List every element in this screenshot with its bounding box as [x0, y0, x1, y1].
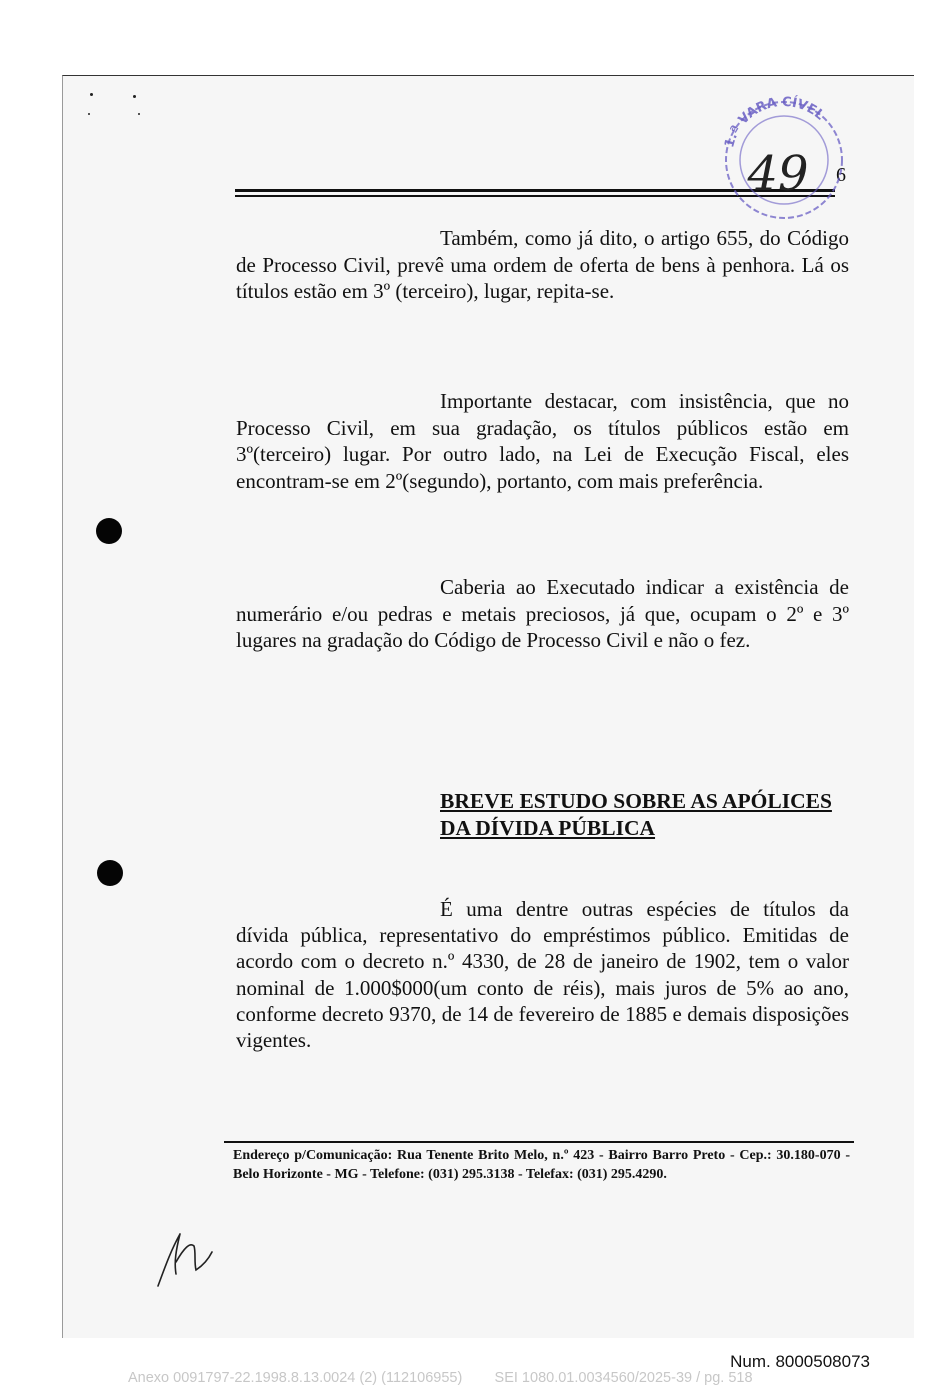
document-reference-line: Anexo 0091797-22.1998.8.13.0024 (2) (112106955) SEI 1080.01.0034560/2025-39 / pg. 518 [128, 1370, 753, 1386]
paragraph-2: Importante destacar, com insistência, que no Processo Civil, em sua gradação, os títulos públicos estão em 3º(terceiro) lugar. Por outro lado, na Lei de Execução Fiscal, eles encontram-se em 2º(segundo), portanto, com mais preferência. [236, 389, 849, 493]
court-stamp-icon [712, 92, 854, 224]
section-paragraph: É uma dentre outras espécies de títulos da dívida pública, representativo do empréstimos público. Emitidas de acordo com o decreto n.º 4330, de 28 de janeiro de 1902, tem o valor nominal de 1.000$000(um conto de réis), mais juros de 5% ao ano, conforme decreto 9370, de 14 de fevereiro de 1885 e demais disposições vigentes. [236, 897, 849, 1053]
section-heading-line-2: DA DÍVIDA PÚBLICA [440, 816, 656, 840]
page-number: 6 [836, 164, 846, 186]
section-heading-line-1: BREVE ESTUDO SOBRE AS APÓLICES [440, 789, 832, 813]
scan-speck [90, 93, 93, 96]
stamp-handwritten-number: 49 [747, 146, 809, 202]
scan-speck [133, 95, 136, 98]
footer-address: Endereço p/Comunicação: Rua Tenente Brito Melo, n.º 423 - Bairro Barro Preto - Cep.: 30.180-070 - Belo Horizonte - MG - Telefone: (031) 295.3138 - Telefax: (031) 295.4290. [233, 1148, 850, 1182]
scan-speck [138, 113, 140, 115]
handwritten-initial-icon [150, 1222, 220, 1292]
paragraph-3: Caberia ao Executado indicar a existência de numerário e/ou pedras e metais preciosos, já que, ocupam o 2º e 3º lugares na gradação do Código de Processo Civil e não o fez. [236, 575, 849, 652]
footer-rule [224, 1141, 854, 1143]
punch-hole-icon [97, 860, 123, 886]
document-num-label: Num. 8000508073 [730, 1352, 870, 1371]
svg-text:1.ª VARA CÍVEL [722, 95, 827, 150]
paragraph-1: Também, como já dito, o artigo 655, do Código de Processo Civil, prevê uma ordem de oferta de bens à penhora. Lá os títulos estão em 3º (terceiro), lugar, repita-se. [236, 226, 849, 303]
scan-speck [88, 113, 90, 115]
stamp-text: 1.ª VARA CÍVEL [722, 94, 827, 150]
punch-hole-icon [96, 518, 122, 544]
